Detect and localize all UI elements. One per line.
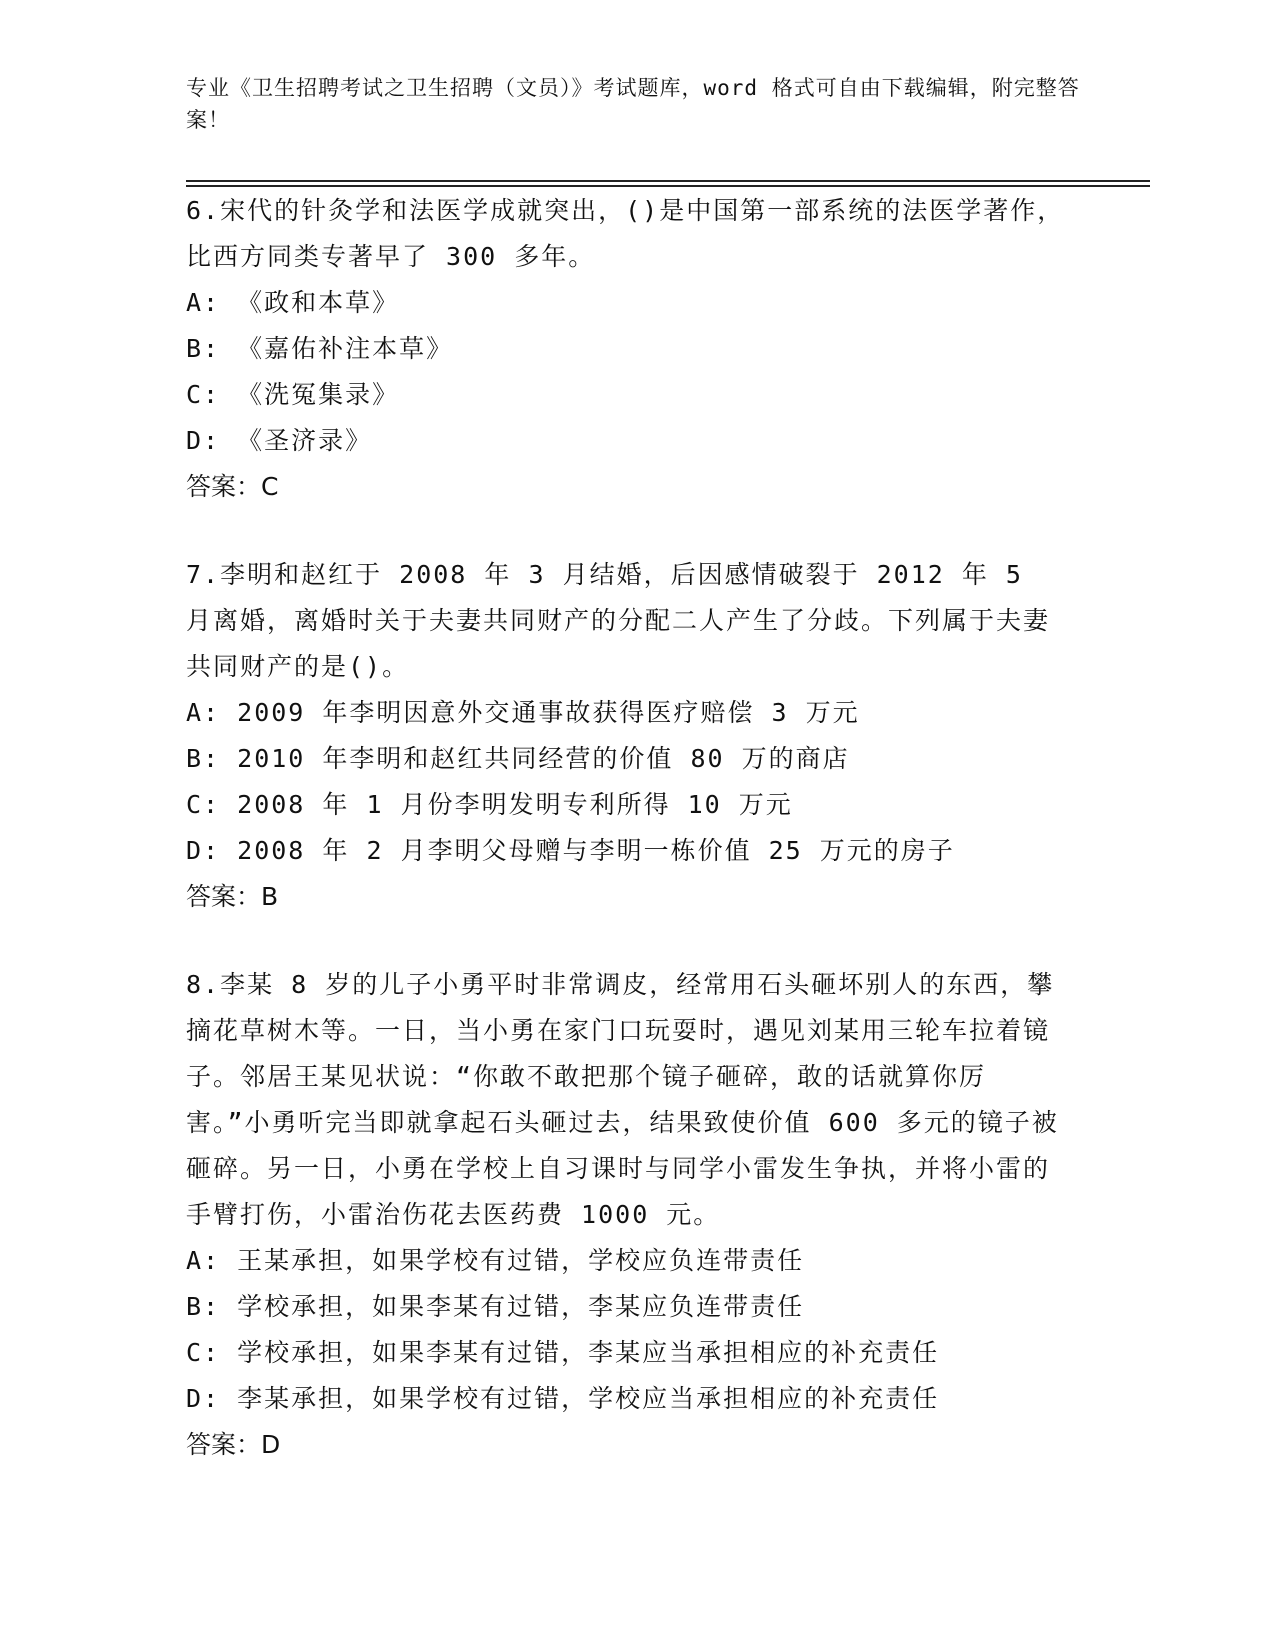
question-stem: 8.李某 8 岁的儿子小勇平时非常调皮，经常用石头砸坏别人的东西，攀摘花草树木等。一日，当小勇在家门口玩耍时，遇见刘某用三轮车拉着镜子。邻居王某见状说：“你敢不敢把那个镜子砸碎，敢的话就算你厉害。”小勇听完当即就拿起石头砸过去，结果致使价值 600 多元的镜子被砸碎。另一日，小勇在学校上自习课时与同学小雷发生争执，并将小雷的手臂打伤，小雷治伤花去医药费 1000 元。 — [186, 970, 1059, 1229]
option-list — [186, 1238, 1066, 1422]
question-7 — [186, 552, 1066, 920]
answer-label: 答案：D — [186, 1430, 281, 1459]
option-b: B: 学校承担，如果李某有过错，李某应负连带责任 — [186, 1292, 805, 1321]
question-stem: 7.李明和赵红于 2008 年 3 月结婚，后因感情破裂于 2012 年 5 月离婚，离婚时关于夫妻共同财产的分配二人产生了分歧。下列属于夫妻共同财产的是()。 — [186, 560, 1051, 681]
header-intro: 专业《卫生招聘考试之卫生招聘（文员）》考试题库，word 格式可自由下载编辑，附完整答案！ — [186, 76, 1080, 132]
option-b: B: 2010 年李明和赵红共同经营的价值 80 万的商店 — [186, 744, 850, 773]
question-stem: 6.宋代的针灸学和法医学成就突出，()是中国第一部系统的法医学著作，比西方同类专著早了 300 多年。 — [186, 196, 1065, 271]
option-c: C: 《洗冤集录》 — [186, 380, 400, 409]
option-list — [186, 280, 1066, 464]
option-d: D: 2008 年 2 月李明父母赠与李明一栋价值 25 万元的房子 — [186, 836, 955, 865]
option-list — [186, 690, 1066, 874]
option-a: A: 王某承担，如果学校有过错，学校应负连带责任 — [186, 1246, 805, 1275]
question-8 — [186, 962, 1066, 1468]
option-b: B: 《嘉佑补注本草》 — [186, 334, 454, 363]
answer-label: 答案：B — [186, 882, 279, 911]
option-a: A: 2009 年李明因意外交通事故获得医疗赔偿 3 万元 — [186, 698, 860, 727]
header-rule-bottom — [186, 185, 1150, 187]
option-c: C: 学校承担，如果李某有过错，李某应当承担相应的补充责任 — [186, 1338, 940, 1367]
option-d: D: 李某承担，如果学校有过错，学校应当承担相应的补充责任 — [186, 1384, 940, 1413]
answer-label: 答案：C — [186, 472, 279, 501]
option-c: C: 2008 年 1 月份李明发明专利所得 10 万元 — [186, 790, 793, 819]
option-a: A: 《政和本草》 — [186, 288, 400, 317]
option-d: D: 《圣济录》 — [186, 426, 373, 455]
question-6 — [186, 188, 1066, 510]
header-rule-top — [186, 180, 1150, 182]
